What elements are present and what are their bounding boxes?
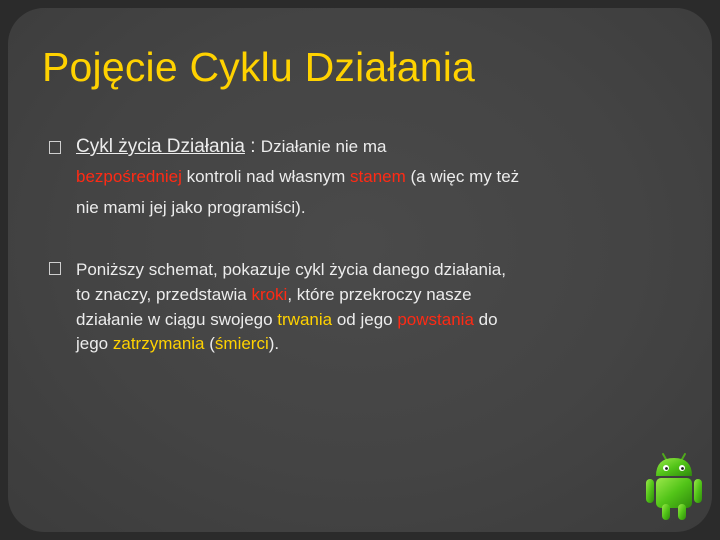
bullet2-emphasis-steps: kroki [251, 285, 288, 304]
bullet2-line1: Poniższy schemat, pokazuje cykl życia danego działania, [76, 260, 506, 279]
bullet1-tail: (a więc my też [405, 167, 520, 186]
bullet2-line4-a: jego [76, 334, 113, 353]
bullet2-line2-b: , które przekroczy nasze [287, 285, 472, 304]
bullet1-line3: nie mami jej jako programiści). [76, 198, 306, 217]
bullet2-line2-a: to znaczy, przedstawia [76, 285, 252, 304]
bullet1-emphasis-state: stanem [350, 167, 406, 186]
bullet1-line2 [76, 164, 519, 189]
square-bullet-icon [49, 262, 61, 275]
android-robot-icon [643, 450, 705, 522]
bullet2-line3-a: działanie w ciągu swojego [76, 310, 278, 329]
bullet2-emphasis-stopping: zatrzymania [112, 334, 205, 353]
slide-title: Pojęcie Cyklu Działania [42, 44, 476, 90]
bullet2-line3 [76, 307, 498, 332]
bullet1-line1 [76, 134, 386, 159]
bullet1-colon: : [244, 136, 261, 157]
bullet1-mid: kontroli nad własnym [181, 167, 351, 186]
bullet2-emphasis-duration: trwania [277, 310, 333, 329]
bullet2-emphasis-creation: powstania [397, 310, 474, 329]
bullet2-line4-b: ( [204, 334, 215, 353]
bullet2-line3-c: do [473, 310, 498, 329]
bullet1-term: Cykl życia Działania [76, 136, 245, 157]
bullet2-line4-c: ). [268, 334, 280, 353]
bullet1-lead: Działanie nie ma [260, 137, 387, 156]
bullet1-emphasis-direct: bezpośredniej [76, 167, 182, 186]
bullet2-emphasis-death: śmierci [214, 334, 269, 353]
bullet2-line3-b: od jego [332, 310, 398, 329]
bullet2-line2 [76, 282, 472, 307]
square-bullet-icon [49, 141, 61, 154]
bullet2-line4 [76, 331, 279, 356]
